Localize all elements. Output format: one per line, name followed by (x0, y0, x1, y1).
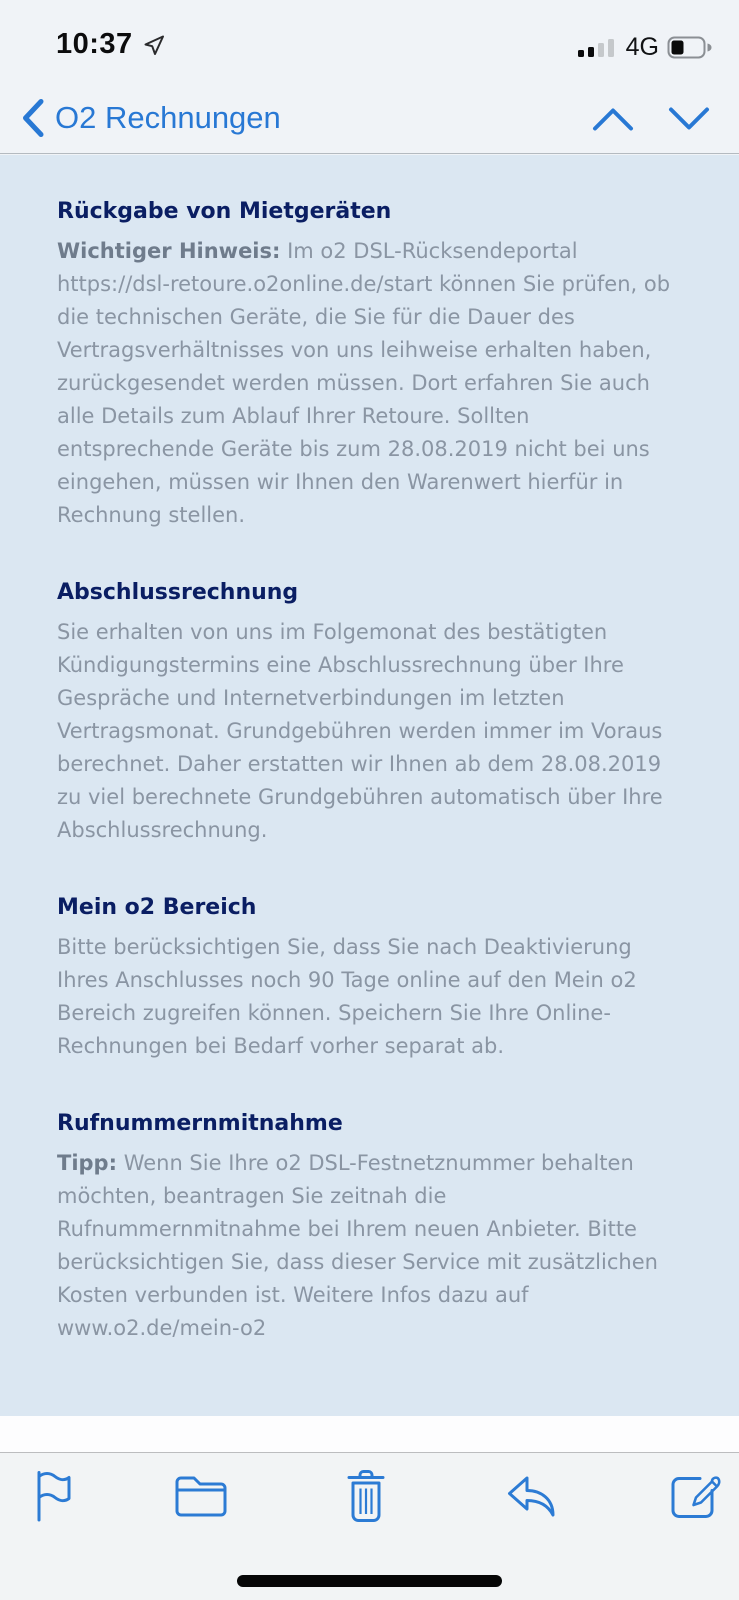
section-paragraph (57, 1147, 683, 1345)
section-text: Sie erhalten von uns im Folgemonat des bestätigten Kündigungstermins eine Abschlussrechnung über Ihre Gespräche und Internetverbindungen im letzten Vertragsmonat. Grundgebühren werden immer im Voraus berechnet. Daher erstatten wir Ihnen ab dem 28.08.2019 zu viel berechnete Grundgebühren automatisch über Ihre Abschlussrechnung. (57, 620, 663, 842)
reply-icon (504, 1474, 556, 1518)
section-text: Wenn Sie Ihre o2 DSL-Festnetznummer behalten möchten, beantragen Sie zeitnah die Rufnummernmitnahme bei Ihrem neuen Anbieter. Bitte berücksichtigen Sie, dass dieser Service mit zusätzlichen Kosten verbunden ist. Weitere Infos dazu auf www.o2.de/mein-o2 (57, 1151, 658, 1340)
email-body (0, 155, 739, 1416)
compose-icon (667, 1469, 721, 1523)
section-abschlussrechnung (57, 578, 683, 847)
section-text: Im o2 DSL-Rücksendeportal https://dsl-retoure.o2online.de/start können Sie prüfen, ob die technischen Geräte, die Sie für die Dauer des Vertragsverhältnisses von uns leihweise erhalten haben, zurückgesendet werden müssen. Dort erfahren Sie auch alle Details zum Ablauf Ihrer Retoure. Sollten entsprechende Geräte bis zum 28.08.2019 nicht bei uns eingehen, müssen wir Ihnen den Warenwert hierfür in Rechnung stellen. (57, 239, 671, 527)
battery-icon (667, 36, 713, 59)
location-arrow-icon (142, 33, 166, 57)
back-label: O2 Rechnungen (55, 100, 281, 135)
message-nav-arrows (591, 106, 711, 132)
cellular-signal-icon (578, 37, 618, 59)
flag-icon (34, 1469, 72, 1523)
flag-button[interactable] (26, 1467, 80, 1525)
move-to-folder-button[interactable] (174, 1467, 228, 1525)
section-heading: Abschlussrechnung (57, 580, 299, 605)
home-indicator[interactable] (237, 1575, 502, 1587)
section-lead: Wichtiger Hinweis: (57, 239, 281, 263)
status-left (56, 28, 166, 61)
section-paragraph (57, 235, 683, 532)
compose-button[interactable] (667, 1467, 721, 1525)
status-right (578, 33, 713, 62)
folder-icon (174, 1473, 228, 1519)
section-heading: Rufnummernmitnahme (57, 1111, 343, 1136)
bottom-toolbar (0, 1452, 739, 1600)
trash-icon (345, 1469, 387, 1523)
section-text: Bitte berücksichtigen Sie, dass Sie nach Deaktivierung Ihres Anschlusses noch 90 Tage online auf den Mein o2 Bereich zugreifen können. Speichern Sie Ihre Online-Rechnungen bei Bedarf vorher separat ab. (57, 935, 637, 1058)
reply-button[interactable] (503, 1467, 557, 1525)
nav-bar (0, 90, 739, 154)
section-rufnummernmitnahme (57, 1109, 683, 1345)
next-message-button[interactable] (667, 106, 711, 132)
section-paragraph (57, 931, 683, 1063)
section-paragraph (57, 616, 683, 847)
section-rueckgabe-von-mietgeraeten (57, 197, 683, 532)
network-type-label: 4G (625, 33, 659, 61)
status-bar (0, 0, 739, 90)
chevron-left-icon (20, 98, 45, 138)
trash-button[interactable] (339, 1467, 393, 1525)
status-time: 10:37 (56, 28, 133, 60)
chevron-down-icon (667, 106, 711, 132)
section-mein-o2-bereich (57, 893, 683, 1063)
back-button[interactable] (20, 98, 281, 138)
section-heading: Mein o2 Bereich (57, 895, 257, 920)
section-lead: Tipp: (57, 1151, 117, 1175)
previous-message-button[interactable] (591, 106, 635, 132)
content-gap (0, 1416, 739, 1452)
section-heading: Rückgabe von Mietgeräten (57, 199, 392, 224)
chevron-up-icon (591, 106, 635, 132)
